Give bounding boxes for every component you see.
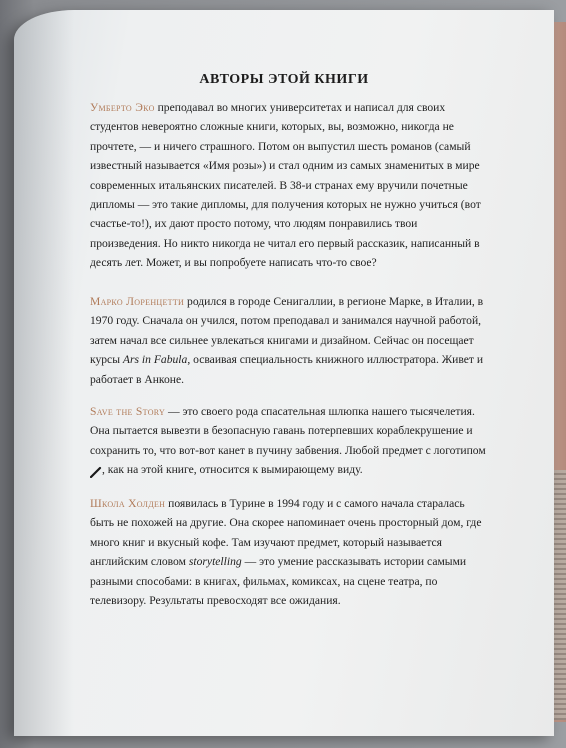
holden-text-1: появилась в Турине в 1994 году и с самого начала старалась быть не похожей на другие. Она скорее напоминает очень просторный дом, где много книг и вкусный кофе. Там изучают предмет, который называется английским словом: [90, 497, 482, 569]
holden-text-2: — это умение рассказывать истории самыми разными способами: в книгах, фильмах, комиксах, на сцене театра, по телевизору. Результаты превосходят все ожидания.: [90, 555, 467, 608]
page-gutter-shadow: [14, 10, 74, 736]
page-title: АВТОРЫ ЭТОЙ КНИГИ: [199, 72, 369, 87]
org-name-holden-school: Школа Холден: [90, 497, 166, 510]
paragraph-holden-school: [90, 494, 488, 610]
author-paragraph-eco: [90, 98, 488, 273]
save-the-story-text-1: — это своего рода спасательная шлюпка нашего тысячелетия. Она пытается вывезти в безопасную гавань потерпевших кораблекрушение и сохранить то, что вот-вот канет в пучину забвения. Любой предмет с логотипом: [90, 405, 486, 457]
author-text-lorenzetti-1: родился в городе Сенигаллии, в регионе Марке, в Италии, в 1970 году. Сначала он учился, потом преподавал и занимался научной работой, затем начал все сильнее увлекаться книгами и дизайном. Сейчас он посещает курсы: [90, 295, 484, 367]
save-the-story-logo-icon: [90, 465, 102, 477]
org-name-save-the-story: Save the Story: [90, 405, 166, 418]
author-text-lorenzetti-2: , осваивая специальность книжного иллюстратора. Живет и работает в Анконе.: [90, 353, 484, 386]
author-name-lorenzetti: Марко Лоренцетти: [90, 295, 185, 308]
author-name-eco: Умберто Эко: [90, 101, 155, 114]
save-the-story-text-2: , как на этой книге, относится к вымирающему виду.: [102, 463, 363, 477]
paragraph-save-the-story: [90, 402, 488, 480]
author-paragraph-lorenzetti: [90, 292, 488, 389]
author-text-lorenzetti-italic: Ars in Fabula: [122, 353, 188, 367]
book-page: [14, 10, 554, 736]
author-text-eco: преподавал во многих университетах и написал для своих студентов невероятно сложные книги, которых, вы, возможно, никогда не прочтете, — и ничего страшного. Потом он выпустил шесть романов (самый известный называется «Имя розы») и стал одним из самых знаменитых в мире современных итальянских писателей. В 38-и странах ему вручили почетные дипломы — это такие дипломы, для получения которых не нужно учиться (вот счастье-то!), их дают просто потому, что людям понравились твои произведения. Но никто никогда не читал его первый рассказик, написанный в десять лет. Может, и вы попробуете написать что-то свое?: [90, 101, 481, 270]
holden-text-italic: storytelling: [188, 555, 242, 569]
